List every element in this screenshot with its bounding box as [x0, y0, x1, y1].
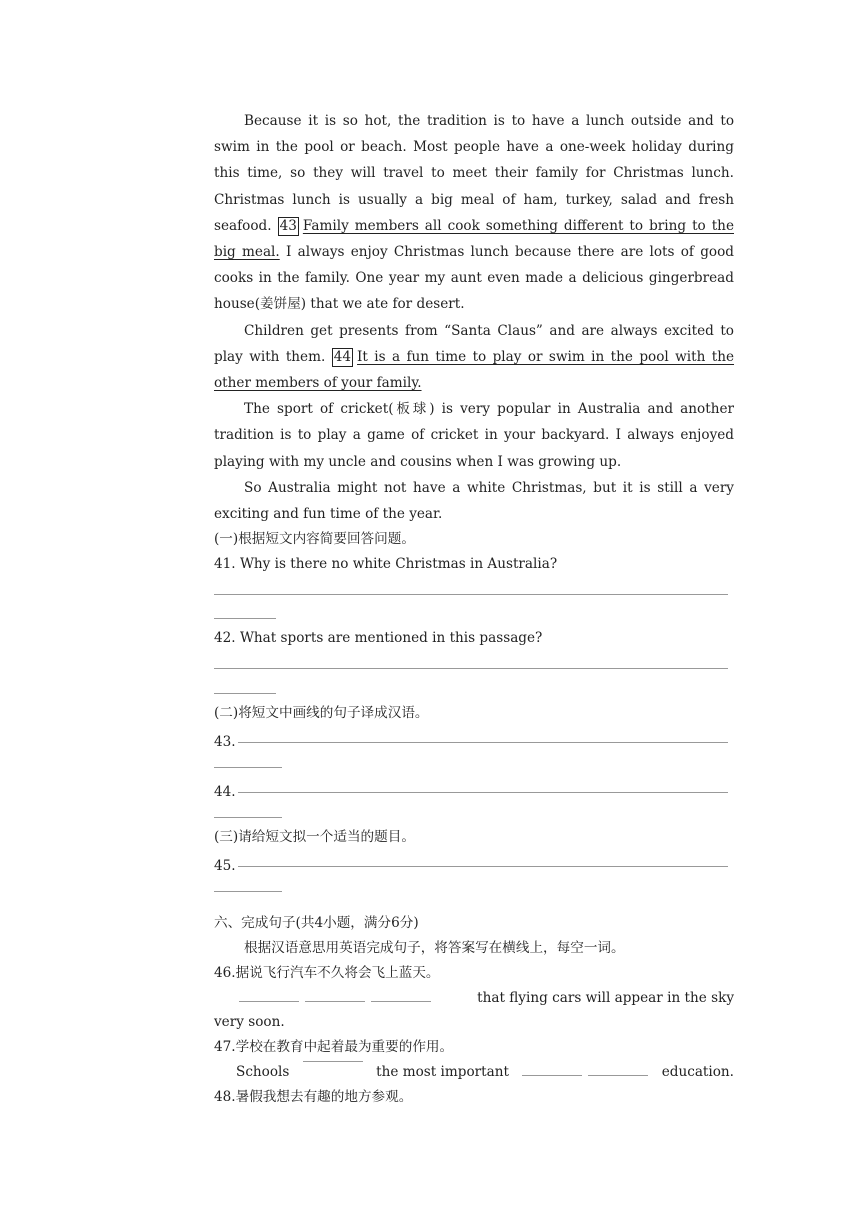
question-46-chinese: 46.据说飞行汽车不久将会飞上蓝天。 [214, 964, 440, 981]
question-44-number: 44. [214, 784, 236, 801]
answer-line-42[interactable] [214, 651, 734, 676]
blank[interactable] [522, 1074, 582, 1076]
underlined-sentence-44: It is a fun time to play or swim in the pool with the other members of your family. [214, 348, 735, 392]
underlined-sentence-43: Family members all cook something different to bring to the big meal. [214, 217, 734, 261]
question-41: 41. Why is there no white Christmas in Australia? [214, 556, 558, 573]
question-42: 42. What sports are mentioned in this passage? [214, 630, 543, 647]
blank[interactable] [305, 1000, 365, 1002]
part2-heading: (二)将短文中画线的句子译成汉语。 [214, 704, 429, 721]
section6-instruction: 根据汉语意思用英语完成句子，将答案写在横线上，每空一词。 [244, 940, 625, 956]
question-43-number: 43. [214, 734, 236, 751]
question-47-english [214, 1060, 734, 1085]
blank[interactable] [371, 1000, 431, 1002]
blank[interactable] [303, 1060, 363, 1062]
answer-line-44[interactable] [214, 775, 734, 800]
sentence-fragment: that flying cars will appear in the sky [477, 989, 734, 1006]
question-46-english-cont: very soon. [214, 1014, 285, 1031]
answer-line-43[interactable] [214, 726, 734, 751]
question-47-chinese: 47.学校在教育中起着最为重要的作用。 [214, 1039, 454, 1056]
question-45-number: 45. [214, 858, 236, 875]
rule [238, 792, 728, 793]
question-46-english [214, 986, 734, 1011]
passage-paragraph-1 [214, 108, 734, 318]
paragraph-text: I always enjoy Christmas lunch because there are lots of good cooks in the family. One year my aunt even made a delicious gingerbread house(姜饼屋) that we ate for desert. [214, 244, 734, 313]
rule [238, 866, 728, 867]
part3-heading: (三)请给短文拟一个适当的题目。 [214, 828, 415, 845]
blank[interactable] [588, 1074, 648, 1076]
paragraph-text: Children get presents from “Santa Claus” and are always excited to play with them. [214, 322, 734, 365]
answer-line-41-cont[interactable] [214, 602, 734, 627]
question-48-chinese: 48.暑假我想去有趣的地方参观。 [214, 1088, 413, 1105]
word: Schools [236, 1063, 290, 1080]
answer-line-41[interactable] [214, 577, 734, 602]
worksheet-content [214, 108, 734, 1110]
question-marker-43: 43 [279, 217, 297, 234]
blank[interactable] [239, 1000, 299, 1002]
part1-heading: (一)根据短文内容简要回答问题。 [214, 531, 415, 548]
rule [238, 742, 728, 743]
blank-group [519, 1060, 651, 1085]
passage-paragraph-4: So Australia might not have a white Christmas, but it is still a very exciting and fun time of the year. [214, 479, 734, 523]
answer-line-44-cont[interactable] [214, 800, 734, 825]
answer-line-43-cont[interactable] [214, 750, 734, 775]
word: the most important [376, 1063, 509, 1080]
paragraph-text: Because it is so hot, the tradition is to have a lunch outside and to swim in the pool or beach. Most people have a one-week holiday during this time, so they will travel to meet their family for Christmas lunch. Christmas lunch is usually a big meal of ham, turkey, salad and fresh seafood. [214, 113, 734, 234]
answer-line-45-cont[interactable] [214, 874, 734, 899]
passage-paragraph-3: The sport of cricket(板球) is very popular in Australia and another tradition is to play a game of cricket in your backyard. I always enjoyed playing with my uncle and cousins when I was growing up. [214, 401, 734, 470]
answer-line-42-cont[interactable] [214, 676, 734, 701]
answer-line-45[interactable] [214, 850, 734, 875]
section6-heading: 六、完成句子(共4小题，满分6分) [214, 915, 419, 932]
blank-group [236, 986, 434, 1011]
word: education. [661, 1063, 734, 1080]
passage-paragraph-2 [214, 318, 734, 397]
question-marker-44: 44 [333, 348, 352, 365]
